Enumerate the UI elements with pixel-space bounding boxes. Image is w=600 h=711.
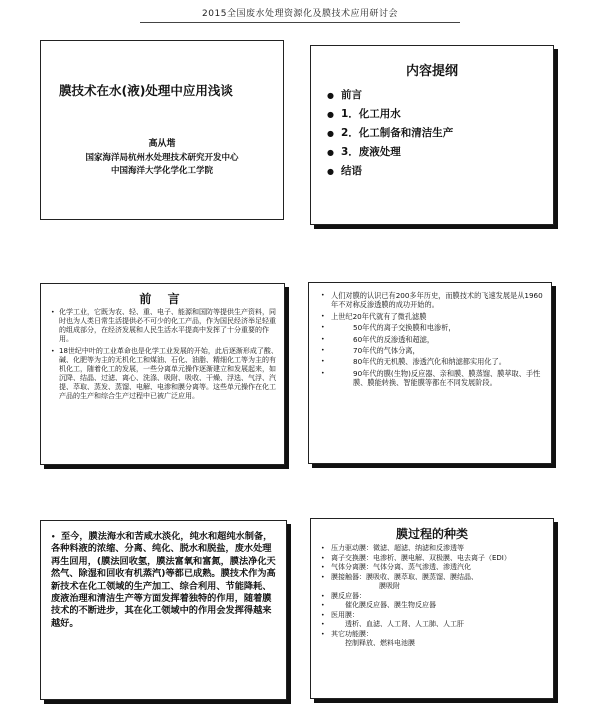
history-line: • 90年代的膜(生物)反应器、亲和膜、膜蒸馏、膜萃取、手性膜、膜能转换、智能膜等都在不同发展阶段。 [321, 368, 541, 388]
bullet-icon: • [321, 573, 325, 581]
bullet-icon: • [321, 369, 325, 377]
types-item: • 透析、血滤、人工肾、人工肺、人工肝 [321, 620, 464, 628]
history-line: • 50年代的离子交换膜和电渗析， [321, 323, 456, 333]
bullet-icon: • [51, 533, 56, 541]
bullet-icon: ● [327, 148, 334, 157]
bullet-icon: • [321, 621, 325, 628]
affiliation-2: 中国海洋大学化学化工学院 [110, 166, 213, 176]
types-item: • 其它功能膜： [321, 629, 373, 638]
bullet-icon: • [321, 358, 325, 366]
outline-item: ● 2．化工制备和清洁生产 [327, 124, 453, 143]
history-line: • 人们对膜的认识已有200多年历史，而膜技术的飞速发展是从1960年不对称反渗透膜的成功开始的。 [321, 291, 543, 310]
foreword-body [51, 308, 279, 404]
outline-item: ● 结语 [327, 162, 453, 181]
bullet-icon: • [51, 309, 55, 316]
types-list [321, 544, 549, 649]
author-name: 高从堦 [148, 139, 176, 149]
history-body [321, 291, 546, 390]
status-text: 至今，膜法海水和苦咸水淡化，纯水和超纯水制备，各种料液的浓缩、分离、纯化、脱水和脱盐，废水处理再生回用，(膜法回收氢，膜法富氧和富氮，膜法净化天然气、除湿和回收有机蒸汽)等都已成熟。膜技术作为高新技术在化工领域的生产加工、综合利用、节能降耗、废液治理和清洁生产等方面发挥着独特的作用，随着膜技术的不断进步，其在化工领域中的作用会发挥得越来越好。 [51, 531, 276, 629]
types-item: • 膜反应器： [321, 591, 366, 600]
slide-membrane-history [308, 282, 552, 464]
slide-membrane-types [310, 518, 554, 699]
paragraph: • 18世纪中叶的工业革命也是化学工业发展的开始，此后逐渐形成了酸、碱、化肥等为主的无机化工和煤油、石化、油脂、精细化工等为主的有机化工，随着化工的发展，一些分离单元操作逐渐建立和发展起来，如沉降、结晶、过滤、离心、洗涤、吸附、吸收、干燥、浮选、气浮、汽提、萃取、蒸发、蒸馏、电解、电渗和膜分离等。这些单元操作在化工产品的生产和综合生产过程中已被广泛应用。 [51, 347, 278, 400]
header-rule [140, 22, 460, 23]
bullet-icon: ● [327, 129, 334, 138]
types-item: 膜吸附 [379, 582, 400, 590]
outline-item: ● 前言 [327, 86, 453, 105]
types-item: • 压力驱动膜：微滤、超滤、纳滤和反渗透等 [321, 544, 464, 552]
bullet-icon: • [321, 630, 325, 638]
foreword-title: 前 言 [139, 292, 186, 306]
paragraph: • 化学工业，它既为农、轻、重、电子、能源和国防等提供生产资料，同时也为人类日常生活提供必不可少的化工产品，作为国民经济举足轻重的组成部分，在经济发展和人民生活水平提高中发挥了十分重要的作用。 [51, 308, 276, 343]
outline-item: ● 3．废液处理 [327, 143, 453, 162]
status-body [51, 531, 277, 630]
types-item: • 气体分离膜：气体分离、蒸气渗透、渗透汽化 [321, 563, 471, 571]
slide-title [40, 40, 284, 220]
types-item: 控制释放、燃料电池膜 [345, 639, 415, 647]
bullet-icon: • [321, 611, 325, 619]
bullet-icon: • [321, 602, 325, 609]
bullet-icon: • [321, 554, 325, 562]
bullet-icon: ● [327, 110, 334, 119]
slide-current-status [40, 520, 287, 700]
bullet-icon: • [321, 292, 325, 299]
bullet-icon: • [321, 592, 325, 600]
history-line: • 80年代的无机膜、渗透汽化和纳滤都实用化了。 [321, 357, 506, 367]
types-item: • 催化膜反应器、膜生物反应器 [321, 601, 436, 609]
types-item: • 离子交换膜：电渗析、膜电解、双极膜、电去离子（EDI） [321, 553, 511, 562]
history-line: • 上世纪20年代就有了微孔滤膜 [321, 311, 427, 321]
outline-item: ● 1．化工用水 [327, 105, 453, 124]
types-item: • 医用膜： [321, 610, 359, 619]
affiliation-1: 国家海洋局杭州水处理技术研究开发中心 [85, 153, 239, 163]
outline-title: 内容提纲 [405, 64, 458, 79]
bullet-icon: • [321, 335, 325, 343]
slide-foreword [40, 283, 285, 465]
outline-list [327, 86, 453, 181]
page-header: 2015全国废水处理资源化及膜技术应用研讨会 [202, 9, 398, 19]
bullet-icon: ● [327, 167, 334, 176]
bullet-icon: • [321, 324, 325, 332]
bullet-icon: • [321, 347, 325, 355]
bullet-icon: • [321, 564, 325, 571]
types-title: 膜过程的种类 [395, 527, 468, 541]
bullet-icon: ● [327, 91, 334, 100]
bullet-icon: • [51, 348, 55, 355]
bullet-icon: • [321, 545, 325, 552]
slide-outline [310, 45, 554, 225]
history-line: • 70年代的气体分离， [321, 346, 420, 356]
paper-title: 膜技术在水(液)处理中应用浅谈 [59, 83, 233, 98]
history-line: • 60年代的反渗透和超滤， [321, 334, 435, 344]
types-item: • 膜接触器：膜吸收、膜萃取、膜蒸馏、膜结晶、 [321, 572, 478, 581]
bullet-icon: • [321, 312, 325, 320]
